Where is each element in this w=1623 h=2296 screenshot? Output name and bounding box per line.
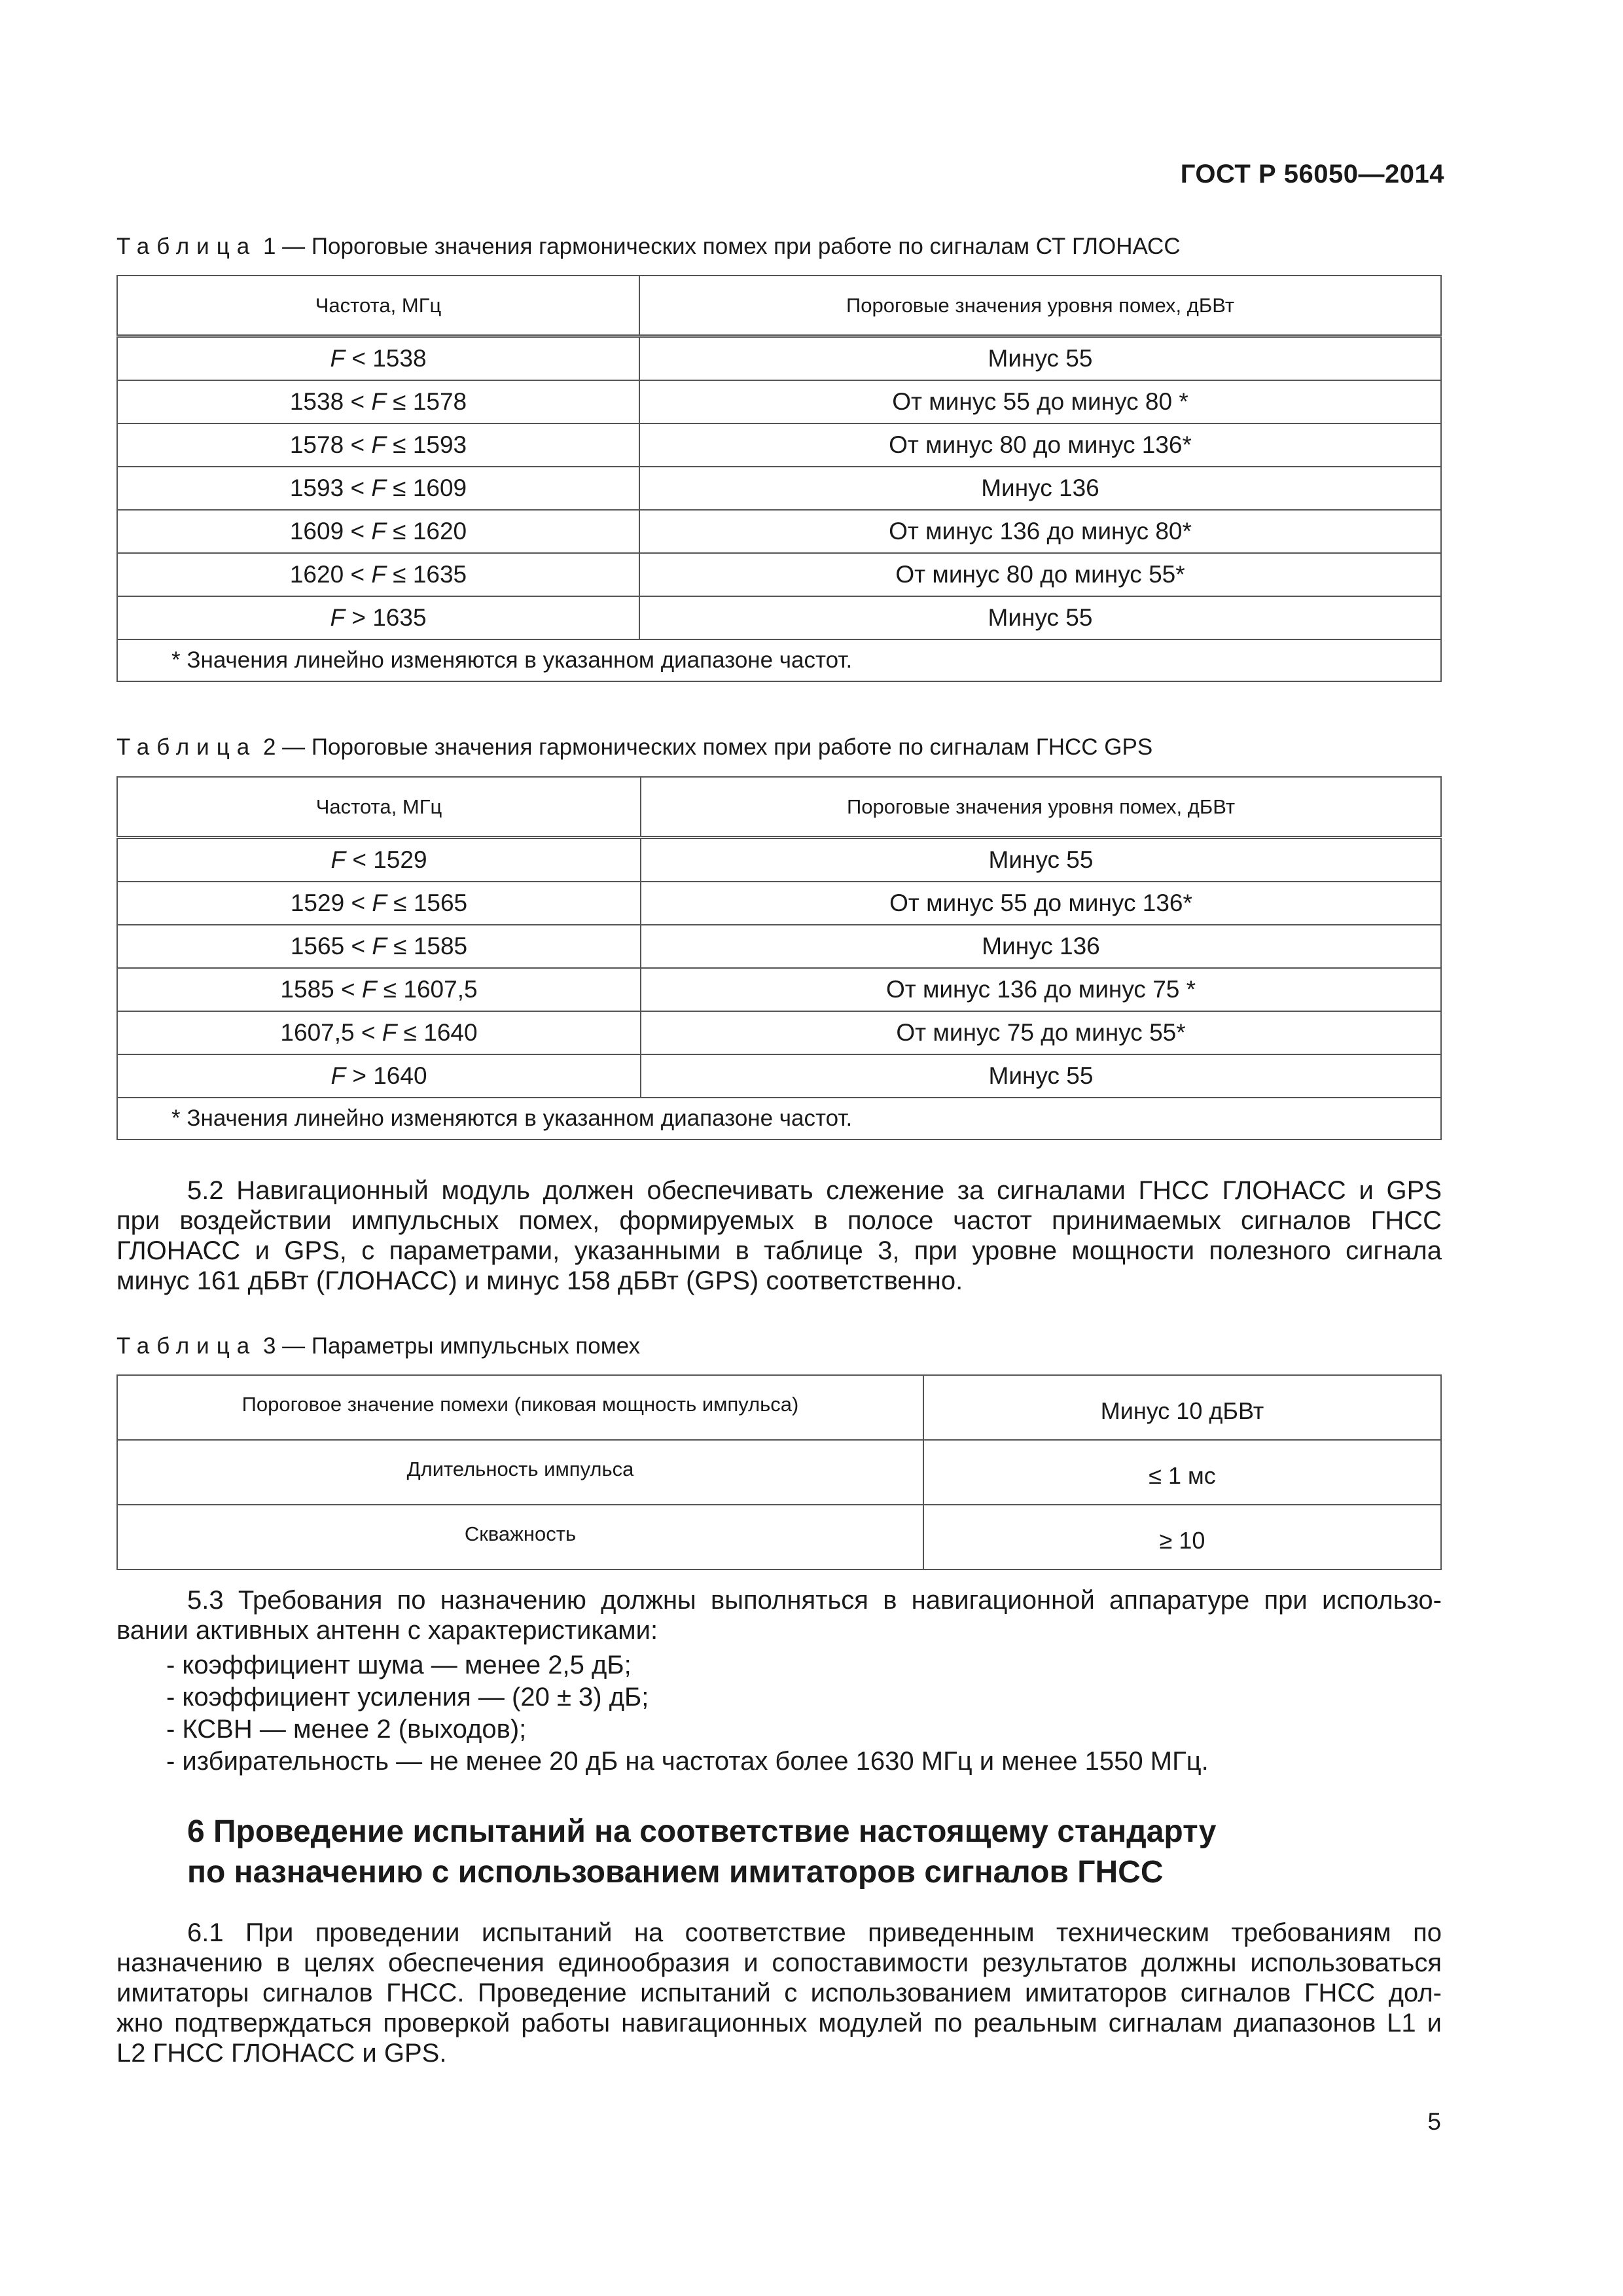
frequency-cell: 1538 < F ≤ 1578 xyxy=(117,380,639,423)
document-id: ГОСТ Р 56050—2014 xyxy=(1180,160,1444,188)
parameter-label: Скважность xyxy=(117,1505,923,1570)
table1-note-row xyxy=(117,639,1441,681)
table1 xyxy=(116,275,1442,682)
table-row xyxy=(117,380,1441,423)
table1-header-row xyxy=(117,276,1441,336)
parameter-value: Минус 10 дБВт xyxy=(923,1375,1441,1440)
level-cell: От минус 55 до минус 80 * xyxy=(639,380,1441,423)
frequency-cell: 1578 < F ≤ 1593 xyxy=(117,423,639,467)
frequency-cell: 1585 < F ≤ 1607,5 xyxy=(117,968,641,1011)
frequency-cell: 1529 < F ≤ 1565 xyxy=(117,882,641,925)
table-row xyxy=(117,553,1441,596)
table-row xyxy=(117,925,1441,968)
table-row xyxy=(117,510,1441,553)
table2-header-level: Пороговые значения уровня помех, дБВт xyxy=(641,777,1441,838)
level-cell: Минус 136 xyxy=(639,467,1441,510)
antenna-characteristics-list xyxy=(166,1649,1209,1778)
level-cell: Минус 55 xyxy=(641,838,1441,882)
table-row xyxy=(117,1054,1441,1098)
frequency-cell: 1565 < F ≤ 1585 xyxy=(117,925,641,968)
table-row xyxy=(117,423,1441,467)
table3-caption: Таблица 3 — Параметры импульсных помех xyxy=(116,1333,641,1359)
table2-note-row xyxy=(117,1098,1441,1139)
table-row xyxy=(117,1375,1441,1440)
page-number: 5 xyxy=(1427,2108,1441,2135)
table-row xyxy=(117,838,1441,882)
table-row xyxy=(117,596,1441,639)
frequency-cell: 1620 < F ≤ 1635 xyxy=(117,553,639,596)
parameter-value: ≥ 10 xyxy=(923,1505,1441,1570)
table1-header-level: Пороговые значения уровня помех, дБВт xyxy=(639,276,1441,336)
list-item: - коэффициент шума — менее 2,5 дБ; xyxy=(166,1651,632,1679)
table2-caption: Таблица 2 — Пороговые значения гармонических помех при работе по сигналам ГНСС GPS xyxy=(116,734,1153,760)
frequency-cell: F < 1529 xyxy=(117,838,641,882)
level-cell: От минус 136 до минус 80* xyxy=(639,510,1441,553)
level-cell: От минус 75 до минус 55* xyxy=(641,1011,1441,1054)
parameter-label: Пороговое значение помехи (пиковая мощность импульса) xyxy=(117,1375,923,1440)
table-row xyxy=(117,1011,1441,1054)
level-cell: От минус 80 до минус 55* xyxy=(639,553,1441,596)
level-cell: Минус 55 xyxy=(639,336,1441,381)
frequency-cell: 1607,5 < F ≤ 1640 xyxy=(117,1011,641,1054)
table-row xyxy=(117,1505,1441,1570)
frequency-cell: F < 1538 xyxy=(117,336,639,381)
frequency-cell: F > 1635 xyxy=(117,596,639,639)
table-row xyxy=(117,467,1441,510)
table-row xyxy=(117,1440,1441,1505)
level-cell: От минус 136 до минус 75 * xyxy=(641,968,1441,1011)
table-note: * Значения линейно изменяются в указанном диапазоне частот. xyxy=(117,1098,1441,1139)
frequency-cell: 1593 < F ≤ 1609 xyxy=(117,467,639,510)
table2 xyxy=(116,776,1442,1140)
frequency-cell: 1609 < F ≤ 1620 xyxy=(117,510,639,553)
table-row xyxy=(117,336,1441,381)
list-item: - коэффициент усиления — (20 ± 3) дБ; xyxy=(166,1683,649,1712)
level-cell: От минус 55 до минус 136* xyxy=(641,882,1441,925)
parameter-value: ≤ 1 мс xyxy=(923,1440,1441,1505)
level-cell: Минус 55 xyxy=(641,1054,1441,1098)
paragraph-5-2: 5.2 Навигационный модуль должен обеспечивать слежение за сигналами ГНСС ГЛОНАСС и GPS при воздействии импульсных помех, формируемых в полосе частот принимаемых сигналов ГНСС ГЛОНАСС и GPS, с параметрами, указанными в таблице 3, при уровне мощности полезного сигнала минус 161 дБВт (ГЛОНАСС) и минус 158 дБВт (GPS) соответственно. xyxy=(116,1176,1442,1295)
table-row xyxy=(117,968,1441,1011)
paragraph-5-3: 5.3 Требования по назначению должны выполняться в навигационной аппаратуре при использо- вании активных антенн с характеристиками: xyxy=(116,1586,1442,1645)
table1-caption: Таблица 1 — Пороговые значения гармонических помех при работе по сигналам СТ ГЛОНАСС xyxy=(116,234,1181,259)
table-note: * Значения линейно изменяются в указанном диапазоне частот. xyxy=(117,639,1441,681)
table2-header-row xyxy=(117,777,1441,838)
level-cell: Минус 136 xyxy=(641,925,1441,968)
table3 xyxy=(116,1374,1442,1570)
level-cell: От минус 80 до минус 136* xyxy=(639,423,1441,467)
paragraph-6-1: 6.1 При проведении испытаний на соответствие приведенным техническим требованиям по назначению в целях обеспечения единообразия и сопоставимости результатов должны использоваться имитаторы сигналов ГНСС. Проведение испытаний с использованием имитаторов сигналов ГНСС дол- жно подтверждаться проверкой работы навигационных модулей по реальным сигналам диапазонов L1 и L2 ГНСС ГЛОНАСС и GPS. xyxy=(116,1918,1442,2068)
level-cell: Минус 55 xyxy=(639,596,1441,639)
table-row xyxy=(117,882,1441,925)
parameter-label: Длительность импульса xyxy=(117,1440,923,1505)
table1-header-frequency: Частота, МГц xyxy=(117,276,639,336)
list-item: - избирательность — не менее 20 дБ на частотах более 1630 МГц и менее 1550 МГц. xyxy=(166,1747,1209,1776)
frequency-cell: F > 1640 xyxy=(117,1054,641,1098)
table2-header-frequency: Частота, МГц xyxy=(117,777,641,838)
section-6-heading: 6 Проведение испытаний на соответствие настоящему стандарту по назначению с использованием имитаторов сигналов ГНСС xyxy=(187,1814,1217,1890)
list-item: - КСВН — менее 2 (выходов); xyxy=(166,1715,527,1744)
